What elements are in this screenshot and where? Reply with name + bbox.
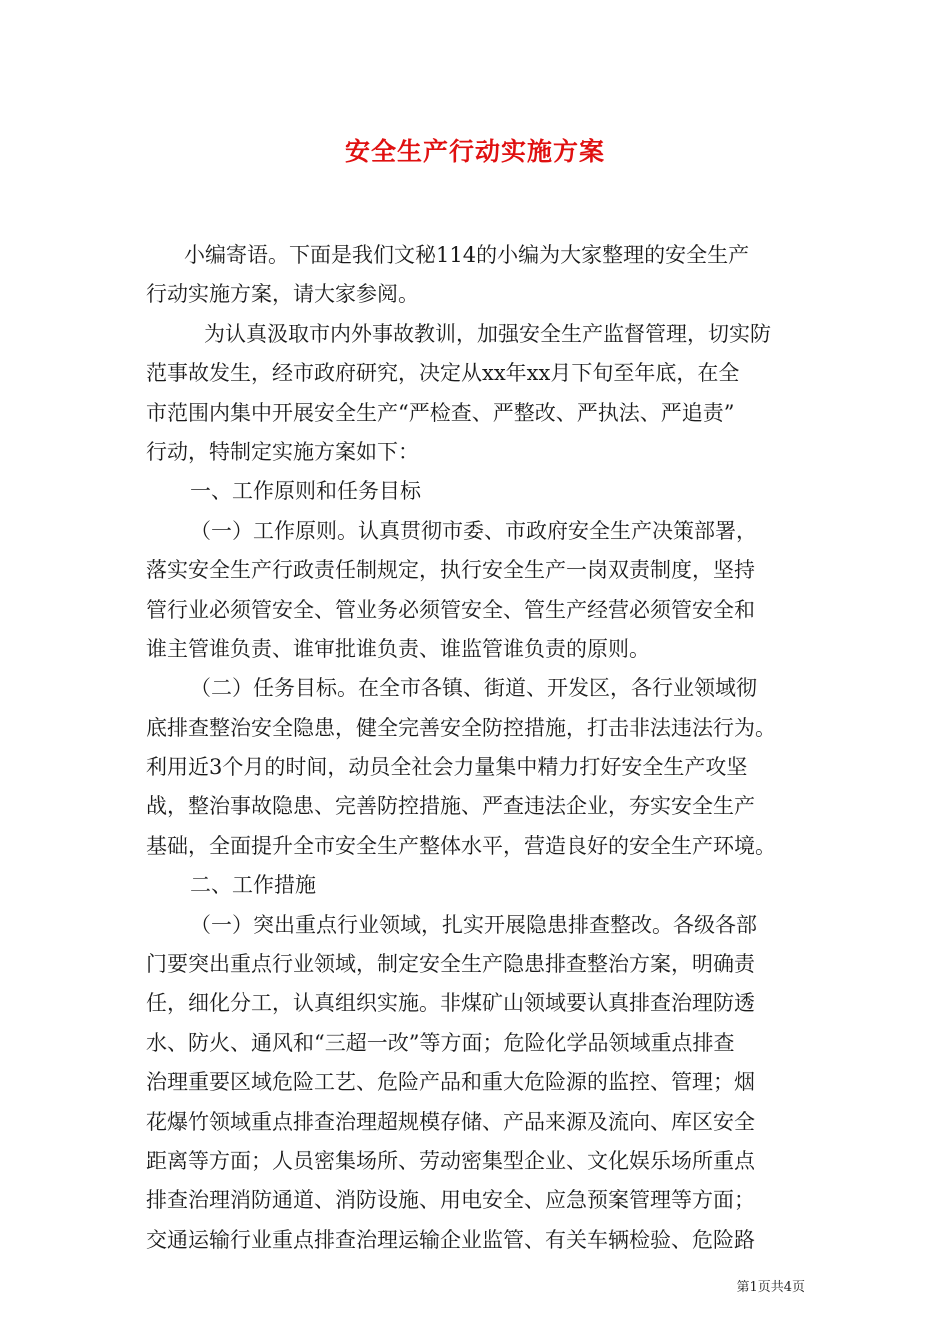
document-body [146,236,811,1260]
text-line: （一）突出重点行业领域，扎实开展隐患排查整改。各级各部 [190,912,757,937]
text-line: 水、防火、通风和“三超一改”等方面；危险化学品领域重点排查 [146,1030,735,1055]
document-title: 安全生产行动实施方案 [344,137,605,166]
text-line: 落实安全生产行政责任制规定，执行安全生产一岗双责制度，坚持 [146,558,755,583]
text-line: 范事故发生，经市政府研究，决定从xx年xx月下旬至年底，在全 [146,361,740,386]
text-line: 门要突出重点行业领域，制定安全生产隐患排查整治方案，明确责 [146,952,755,977]
text-line: （二）任务目标。在全市各镇、街道、开发区，各行业领域彻 [190,676,757,701]
text-line: 战，整治事故隐患、完善防控措施、严查违法企业，夯实安全生产 [146,794,755,819]
text-line: 底排查整治安全隐患，健全完善安全防控措施，打击非法违法行为。 [146,715,776,740]
text-line: 行动实施方案，请大家参阅。 [146,282,419,307]
text-line: 排查治理消防通道、消防设施、用电安全、应急预案管理等方面； [146,1188,755,1213]
text-line: 基础，全面提升全市安全生产整体水平，营造良好的安全生产环境。 [146,833,776,858]
page-number: 第1页共4页 [736,1280,805,1295]
text-line: 治理重要区域危险工艺、危险产品和重大危险源的监控、管理；烟 [146,1070,755,1095]
text-line: 为认真汲取市内外事故教训，加强安全生产监督管理，切实防 [204,321,771,346]
text-line: 市范围内集中开展安全生产“严检查、严整改、严执法、严追责” [146,400,735,425]
text-line: 利用近3个月的时间，动员全社会力量集中精力打好安全生产攻坚 [146,755,748,780]
text-line: 花爆竹领域重点排查治理超规模存储、产品来源及流向、库区安全 [146,1109,755,1134]
text-line: （一）工作原则。认真贯彻市委、市政府安全生产决策部署， [190,518,757,543]
section-heading: 一、工作原则和任务目标 [190,479,421,504]
text-line: 小编寄语。下面是我们文秘114的小编为大家整理的安全生产 [184,243,750,267]
text-line: 行动，特制定实施方案如下： [146,439,419,464]
text-line: 交通运输行业重点排查治理运输企业监管、有关车辆检验、危险路 [146,1227,755,1252]
text-line: 谁主管谁负责、谁审批谁负责、谁监管谁负责的原则。 [146,636,650,661]
text-line: 距离等方面；人员密集场所、劳动密集型企业、文化娱乐场所重点 [146,1148,755,1173]
section-heading: 二、工作措施 [190,873,316,898]
text-line: 管行业必须管安全、管业务必须管安全、管生产经营必须管安全和 [146,597,755,622]
text-line: 任，细化分工，认真组织实施。非煤矿山领域要认真排查治理防透 [146,991,755,1016]
